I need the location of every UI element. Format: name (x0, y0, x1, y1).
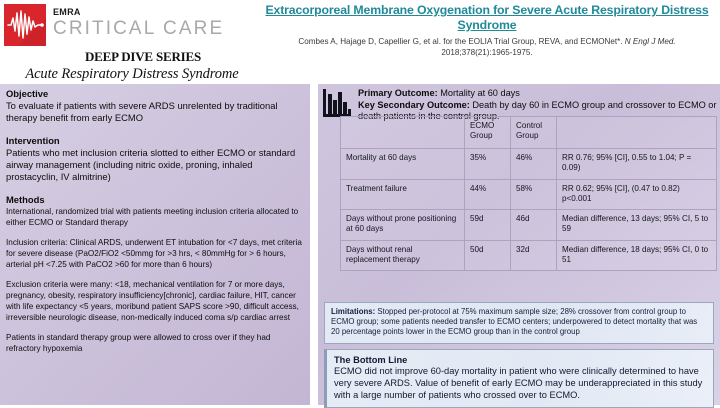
citation-authors: Combes A, Hajage D, Capellier G, et al. for the EOLIA Trial Group, REVA, and ECMONet*. (298, 37, 623, 46)
series-title: DEEP DIVE SERIES (84, 49, 201, 64)
table-row (341, 240, 717, 271)
limitations-text: Stopped per-protocol at 75% maximum sample size; 28% crossover from control group to ECMO group; some patients needed transfer to ECMO centers; underpowered to detect mortality that was 20 percentage points lower in the ECMO group than in the control group (331, 307, 698, 337)
bottom-line-text: ECMO did not improve 60-day mortality in patient who were clinically determined to have very severe ARDS. Value of benefit of early ECMO may be underappreciated in this study with a large number of patients who crossed over to ECMO. (334, 366, 703, 400)
row-ecmo-value: 44% (465, 179, 511, 210)
row-label: Treatment failure (341, 179, 465, 210)
methods-text: International, randomized trial with patients meeting inclusion criteria allocated to either ECMO or Standard therapy (6, 207, 299, 227)
citation (258, 37, 716, 58)
row-label: Days without renal replacement therapy (341, 240, 465, 271)
limitations-label: Limitations: (331, 307, 376, 316)
row-statistic: Median difference, 13 days; 95% CI, 5 to 59 (557, 210, 717, 241)
row-ecmo-value: 35% (465, 149, 511, 180)
table-header-blank (341, 117, 465, 149)
brand-critical-care-text: CRITICAL CARE (53, 18, 225, 39)
objective-text: To evaluate if patients with severe ARDS unrelented by traditional therapy benefit from early ECMO (6, 100, 278, 123)
limitations-box (324, 302, 714, 344)
brand-block (4, 4, 260, 83)
row-ecmo-value: 59d (465, 210, 511, 241)
table-header-control: Control Group (511, 117, 557, 149)
citation-volume: 2018;378(21):1965-1975. (441, 47, 533, 57)
series-subtitle: Acute Respiratory Distress Syndrome (25, 66, 239, 82)
intervention-heading: Intervention (6, 135, 60, 146)
slide-header (0, 0, 720, 82)
primary-outcome-value: Mortality at 60 days (437, 88, 520, 98)
primary-outcome-label: Primary Outcome: (358, 88, 438, 98)
outcomes-panel (318, 84, 720, 405)
citation-journal: N Engl J Med. (624, 37, 676, 46)
table-row (341, 179, 717, 210)
intervention-text: Patients who met inclusion criteria slotted to either ECMO or standard airway management (including nitric oxide, proning, inhaled prostacyclin, IV almitrine) (6, 147, 296, 182)
bottom-line-box (324, 349, 714, 408)
row-ecmo-value: 50d (465, 240, 511, 271)
row-control-value: 46d (511, 210, 557, 241)
row-control-value: 32d (511, 240, 557, 271)
bar-chart-icon (322, 88, 352, 118)
table-row (341, 210, 717, 241)
row-statistic: Median difference, 18 days; 95% CI, 0 to 51 (557, 240, 717, 271)
crossover-note-text: Patients in standard therapy group were allowed to cross over if they had refractory hypoxemia (6, 333, 271, 353)
title-block (258, 3, 716, 58)
row-control-value: 58% (511, 179, 557, 210)
emra-logo-icon (4, 4, 46, 46)
row-statistic: RR 0.76; 95% [CI], 0.55 to 1.04; P = 0.09) (557, 149, 717, 180)
results-table (340, 116, 717, 271)
row-statistic: RR 0.62; 95% [CI], (0.47 to 0.82) p<0.001 (557, 179, 717, 210)
brand-emra-text: EMRA (53, 7, 81, 17)
table-header-ecmo: ECMO Group (465, 117, 511, 149)
bottom-line-heading: The Bottom Line (334, 355, 408, 365)
table-row (341, 149, 717, 180)
inclusion-criteria-text: Inclusion criteria: Clinical ARDS, underwent ET intubation for <7 days, met criteria for severe disease (PaO2/FiO2 <50mmg for >3 hrs, < 80mmHg for > 6 hours, arterial pH <7.25 with PaCO2 >60 for more than 6 hours) (6, 238, 302, 269)
objective-heading: Objective (6, 88, 49, 99)
primary-outcome-line (358, 88, 718, 100)
article-title: Extracorporeal Membrane Oxygenation for Severe Acute Respiratory Distress Syndrome (265, 3, 709, 32)
secondary-outcome-value: Death by day 60 in ECMO group and crossover to ECMO or death patients in the control group. (358, 99, 717, 122)
row-label: Days without prone positioning at 60 days (341, 210, 465, 241)
table-header-stats (557, 117, 717, 149)
secondary-outcome-label: Key Secondary Outcome: (358, 99, 470, 110)
row-control-value: 46% (511, 149, 557, 180)
study-overview-panel (0, 84, 310, 405)
row-label: Mortality at 60 days (341, 149, 465, 180)
exclusion-criteria-text: Exclusion criteria were many: <18, mechanical ventilation for 7 or more days, pregnancy, obesity, respiratory insufficiency[chronic], cardiac failure, HIT, cancer with life expectancy <5 years, moribund patient SAPS score >90, difficult access, irreversible neurologic disease, non-medically induced coma s/p cardiac arrest (6, 280, 299, 322)
limitations-content (331, 307, 707, 338)
table-header-row (341, 117, 717, 149)
methods-heading: Methods (6, 194, 45, 205)
